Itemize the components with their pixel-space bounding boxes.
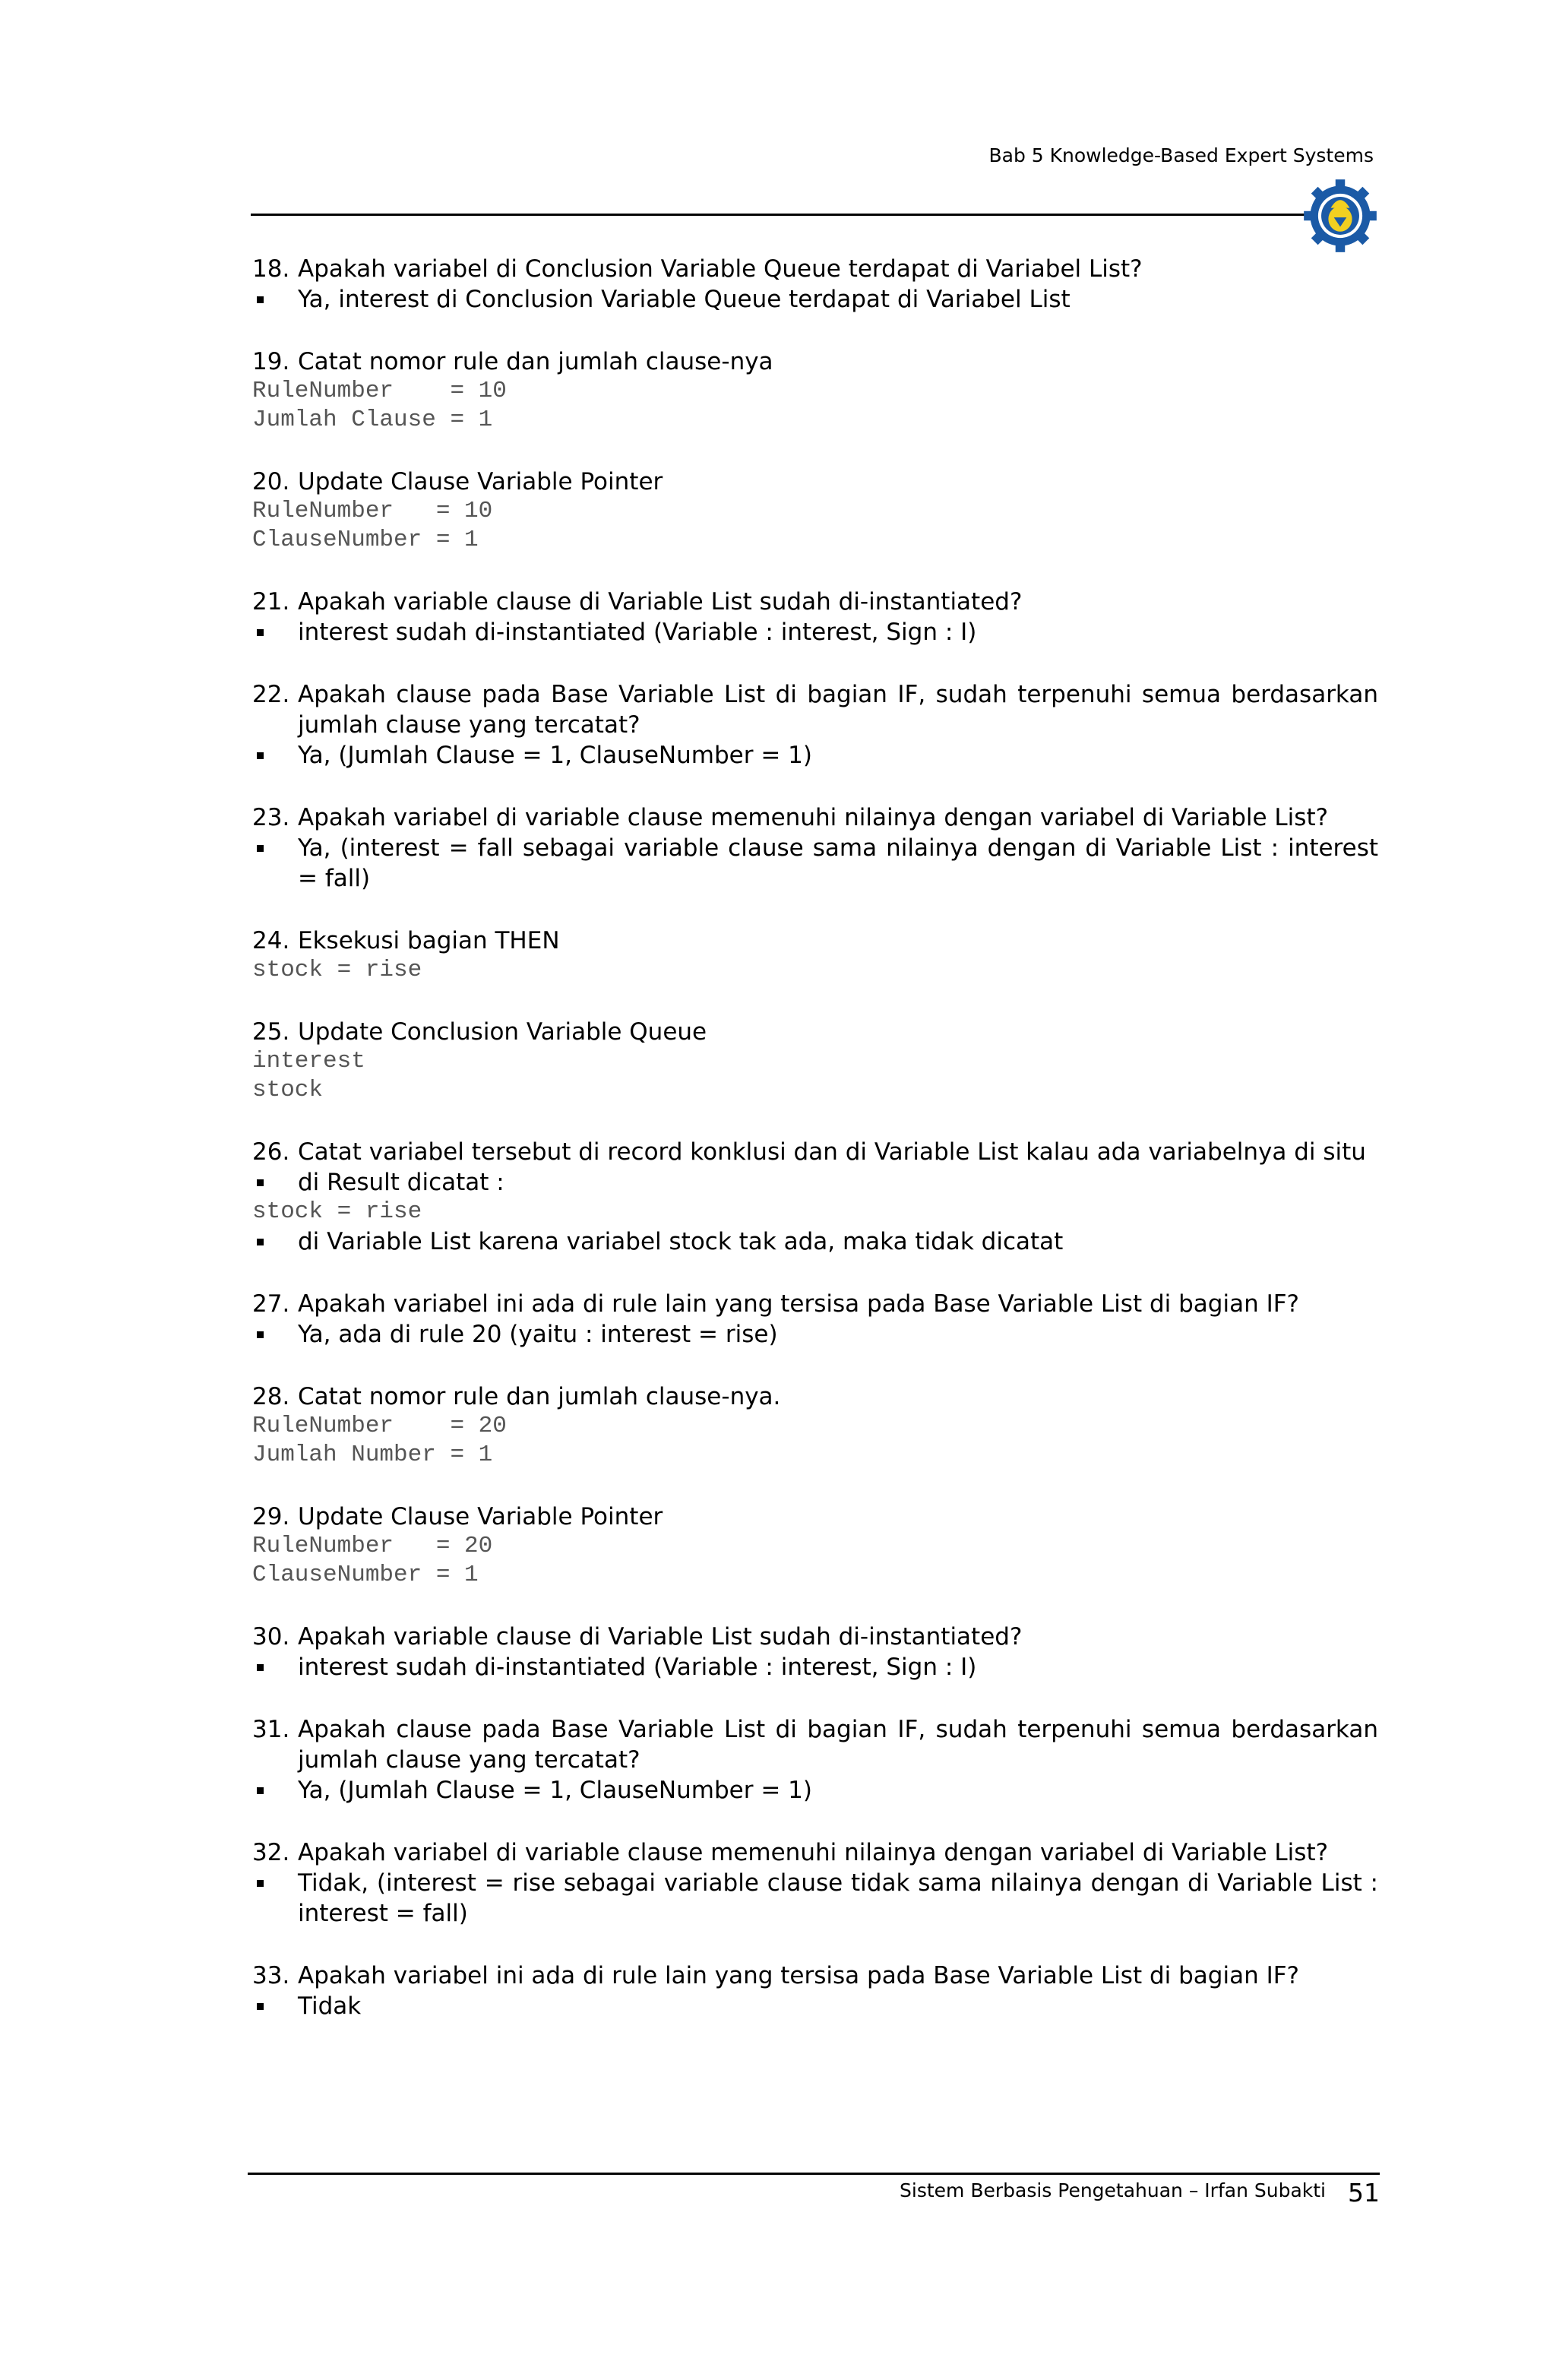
code-line: stock — [252, 1077, 324, 1103]
bullet-icon — [252, 1319, 298, 1350]
university-logo-icon — [1301, 176, 1380, 255]
question-text: Apakah clause pada Base Variable List di bagian IF, sudah terpenuhi semua berdasarkan jumlah clause yang tercatat? — [298, 681, 1378, 739]
question-text: Apakah variabel ini ada di rule lain yang tersisa pada Base Variable List di bagian IF? — [298, 1290, 1299, 1318]
code-line: stock = rise — [252, 1198, 422, 1225]
step-question — [252, 254, 1378, 284]
bullet-text: Tidak — [298, 1992, 362, 2020]
step-question — [252, 1837, 1378, 1868]
bullet-icon — [252, 1775, 298, 1806]
question-text: Update Clause Variable Pointer — [298, 1503, 663, 1530]
step-number: 20. — [252, 468, 290, 495]
step-30 — [252, 1622, 1378, 1682]
code-line: interest — [252, 1048, 365, 1074]
bullet-item — [252, 284, 1378, 315]
code-line: stock = rise — [252, 957, 422, 983]
bullet-icon — [252, 1991, 298, 2021]
bullet-item — [252, 1226, 1378, 1257]
step-number: 19. — [252, 348, 290, 375]
bullet-item — [252, 833, 1378, 894]
question-text: Apakah variabel di Conclusion Variable Queue terdapat di Variabel List? — [298, 255, 1143, 283]
question-text: Update Clause Variable Pointer — [298, 468, 663, 495]
bullet-text: Tidak, (interest = rise sebagai variable clause tidak sama nilainya dengan di Variable List : interest = fall) — [298, 1869, 1378, 1927]
step-number: 23. — [252, 804, 290, 831]
step-question — [252, 1714, 1378, 1775]
step-number: 30. — [252, 1623, 290, 1650]
code-line: ClauseNumber = 1 — [252, 1562, 479, 1588]
bullet-icon — [252, 740, 298, 771]
bullet-icon — [252, 1226, 298, 1257]
step-25 — [252, 1017, 1378, 1105]
step-question — [252, 347, 1378, 377]
question-text: Apakah variabel ini ada di rule lain yang tersisa pada Base Variable List di bagian IF? — [298, 1962, 1299, 1989]
code-line: RuleNumber = 20 — [252, 1533, 493, 1559]
step-question — [252, 802, 1378, 833]
step-number: 25. — [252, 1018, 290, 1046]
running-header: Bab 5 Knowledge-Based Expert Systems — [988, 144, 1374, 166]
bullet-text: Ya, (Jumlah Clause = 1, ClauseNumber = 1) — [298, 742, 812, 769]
step-number: 28. — [252, 1383, 290, 1410]
bullet-icon — [252, 284, 298, 315]
bullet-item — [252, 1167, 1378, 1198]
header-divider — [251, 214, 1322, 216]
bullet-text: di Result dicatat : — [298, 1169, 504, 1196]
step-32 — [252, 1837, 1378, 1929]
step-question — [252, 1961, 1378, 1991]
question-text: Catat variabel tersebut di record konklusi dan di Variable List kalau ada variabelnya di situ — [298, 1138, 1366, 1166]
code-line: RuleNumber = 10 — [252, 378, 507, 404]
step-22 — [252, 679, 1378, 771]
bullet-text: Ya, interest di Conclusion Variable Queue terdapat di Variabel List — [298, 286, 1071, 313]
step-26 — [252, 1137, 1378, 1257]
question-text: Apakah variabel di variable clause memenuhi nilainya dengan variabel di Variable List? — [298, 804, 1329, 831]
step-number: 22. — [252, 681, 290, 708]
question-text: Catat nomor rule dan jumlah clause-nya. — [298, 1383, 781, 1410]
step-27 — [252, 1289, 1378, 1350]
bullet-text: interest sudah di-instantiated (Variable : interest, Sign : I) — [298, 1654, 977, 1681]
bullet-text: Ya, (interest = fall sebagai variable clause sama nilainya dengan di Variable List : interest = fall) — [298, 834, 1378, 892]
bullet-icon — [252, 1652, 298, 1682]
code-line: RuleNumber = 20 — [252, 1413, 507, 1439]
running-footer: Sistem Berbasis Pengetahuan – Irfan Subakti — [900, 2179, 1326, 2201]
bullet-item — [252, 1868, 1378, 1929]
bullet-item — [252, 1652, 1378, 1682]
step-number: 26. — [252, 1138, 290, 1166]
bullet-text: Ya, ada di rule 20 (yaitu : interest = rise) — [298, 1321, 778, 1348]
step-29 — [252, 1502, 1378, 1590]
step-21 — [252, 587, 1378, 647]
step-33 — [252, 1961, 1378, 2021]
question-text: Update Conclusion Variable Queue — [298, 1018, 707, 1046]
step-24 — [252, 926, 1378, 985]
bullet-text: di Variable List karena variabel stock tak ada, maka tidak dicatat — [298, 1228, 1064, 1255]
step-question — [252, 1017, 1378, 1047]
question-text: Catat nomor rule dan jumlah clause-nya — [298, 348, 773, 375]
footer-divider — [248, 2173, 1380, 2175]
step-31 — [252, 1714, 1378, 1806]
step-question — [252, 679, 1378, 740]
step-number: 24. — [252, 927, 290, 954]
bullet-item — [252, 1319, 1378, 1350]
bullet-text: Ya, (Jumlah Clause = 1, ClauseNumber = 1) — [298, 1777, 812, 1804]
step-question — [252, 926, 1378, 956]
step-question — [252, 1289, 1378, 1319]
question-text: Apakah variable clause di Variable List sudah di-instantiated? — [298, 588, 1023, 616]
step-number: 31. — [252, 1716, 290, 1743]
bullet-item — [252, 740, 1378, 771]
step-question — [252, 587, 1378, 617]
bullet-icon — [252, 617, 298, 647]
content-body — [252, 254, 1378, 2053]
step-number: 27. — [252, 1290, 290, 1318]
bullet-icon — [252, 833, 298, 894]
step-18 — [252, 254, 1378, 315]
step-number: 32. — [252, 1839, 290, 1866]
code-line: Jumlah Number = 1 — [252, 1442, 493, 1468]
bullet-icon — [252, 1868, 298, 1929]
step-question — [252, 1622, 1378, 1652]
bullet-item — [252, 1991, 1378, 2021]
step-number: 21. — [252, 588, 290, 616]
step-19 — [252, 347, 1378, 435]
step-question — [252, 467, 1378, 497]
bullet-icon — [252, 1167, 298, 1198]
step-number: 33. — [252, 1962, 290, 1989]
question-text: Apakah clause pada Base Variable List di bagian IF, sudah terpenuhi semua berdasarkan jumlah clause yang tercatat? — [298, 1716, 1378, 1774]
step-number: 18. — [252, 255, 290, 283]
code-line: Jumlah Clause = 1 — [252, 407, 493, 433]
step-20 — [252, 467, 1378, 555]
step-question — [252, 1502, 1378, 1532]
question-text: Apakah variable clause di Variable List sudah di-instantiated? — [298, 1623, 1023, 1650]
question-text: Eksekusi bagian THEN — [298, 927, 560, 954]
step-28 — [252, 1381, 1378, 1470]
step-number: 29. — [252, 1503, 290, 1530]
step-question — [252, 1381, 1378, 1412]
code-line: ClauseNumber = 1 — [252, 527, 479, 553]
step-23 — [252, 802, 1378, 894]
bullet-text: interest sudah di-instantiated (Variable : interest, Sign : I) — [298, 619, 977, 646]
question-text: Apakah variabel di variable clause memenuhi nilainya dengan variabel di Variable List? — [298, 1839, 1329, 1866]
code-line: RuleNumber = 10 — [252, 498, 493, 524]
step-question — [252, 1137, 1378, 1167]
bullet-item — [252, 1775, 1378, 1806]
page-number: 51 — [1348, 2178, 1380, 2208]
bullet-item — [252, 617, 1378, 647]
